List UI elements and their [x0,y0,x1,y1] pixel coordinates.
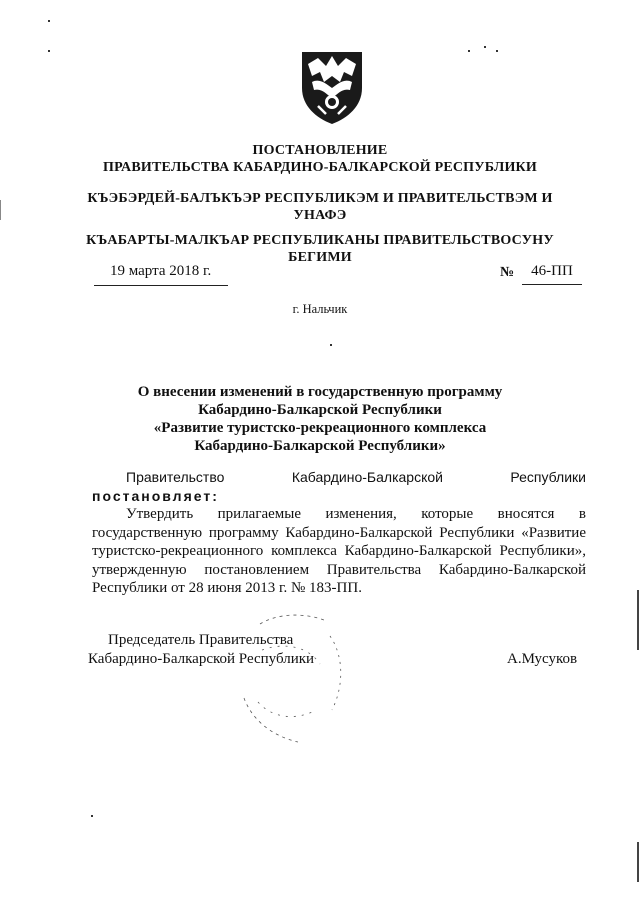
decree-number-field [500,263,584,285]
signatory-position-line2: Кабардино-Балкарской Республики [88,651,315,667]
decree-verb: постановляет: [92,487,219,504]
kabardian-heading-line1: КЪЭБЭРДЕЙ-БАЛЪКЪЭР РЕСПУБЛИКЭМ И ПРАВИТЕЛЬСТВЭМ И [87,191,553,206]
kabardian-heading-line2: УНАФЭ [293,208,347,223]
balkar-heading-line2: БЕГИМИ [288,250,352,265]
scan-speck [91,815,93,817]
balkar-heading-line1: КЪАБАРТЫ-МАЛКЪАР РЕСПУБЛИКАНЫ ПРАВИТЕЛЬСТВОСУНУ [86,233,554,248]
signatory-name: А.Мусуков [507,651,578,667]
title-line2: Кабардино-Балкарской Республики [198,402,442,418]
decree-date-field [94,263,228,286]
scan-speck [48,50,50,52]
title-line1: О внесении изменений в государственную программу [137,384,503,400]
signatory-position-line1: Председатель Правительства [108,632,294,648]
authority-heading: ПРАВИТЕЛЬСТВА КАБАРДИНО-БАЛКАРСКОЙ РЕСПУБЛИКИ [102,160,538,175]
number-sign: № [500,265,515,280]
scan-speck [468,50,470,52]
scan-speck [484,46,486,48]
city-label: г. Нальчик [292,302,348,316]
scan-speck [496,50,498,52]
scan-speck [48,20,50,22]
scan-edge-mark [0,200,1,220]
decree-intro [92,468,586,505]
official-stamp-icon [232,606,352,754]
decree-body [92,468,586,598]
scan-speck [330,344,332,346]
coat-of-arms-icon [296,48,368,126]
scan-edge-mark [637,590,639,650]
decree-date: 19 марта 2018 г. [110,263,212,279]
scan-edge-mark [637,842,639,882]
title-line4: Кабардино-Балкарской Республики» [194,438,446,454]
decree-paragraph: Утвердить прилагаемые изменения, которые вносятся в государственную программу Кабардино-Балкарской Республики «Развитие туристско-рекреационного комплекса Кабардино-Балкарской Республики», утвержденную постановлением Правительства Кабардино-Балкарской Республики от 28 июня 2013 г. № 183-ПП. [92,506,586,596]
title-line3: «Развитие туристско-рекреационного комплекса [153,420,487,436]
intro-prefix: Правительство Кабардино-Балкарской Республики [126,469,586,485]
doc-type-heading: ПОСТАНОВЛЕНИЕ [252,143,388,158]
decree-number: 46-ПП [522,263,582,285]
